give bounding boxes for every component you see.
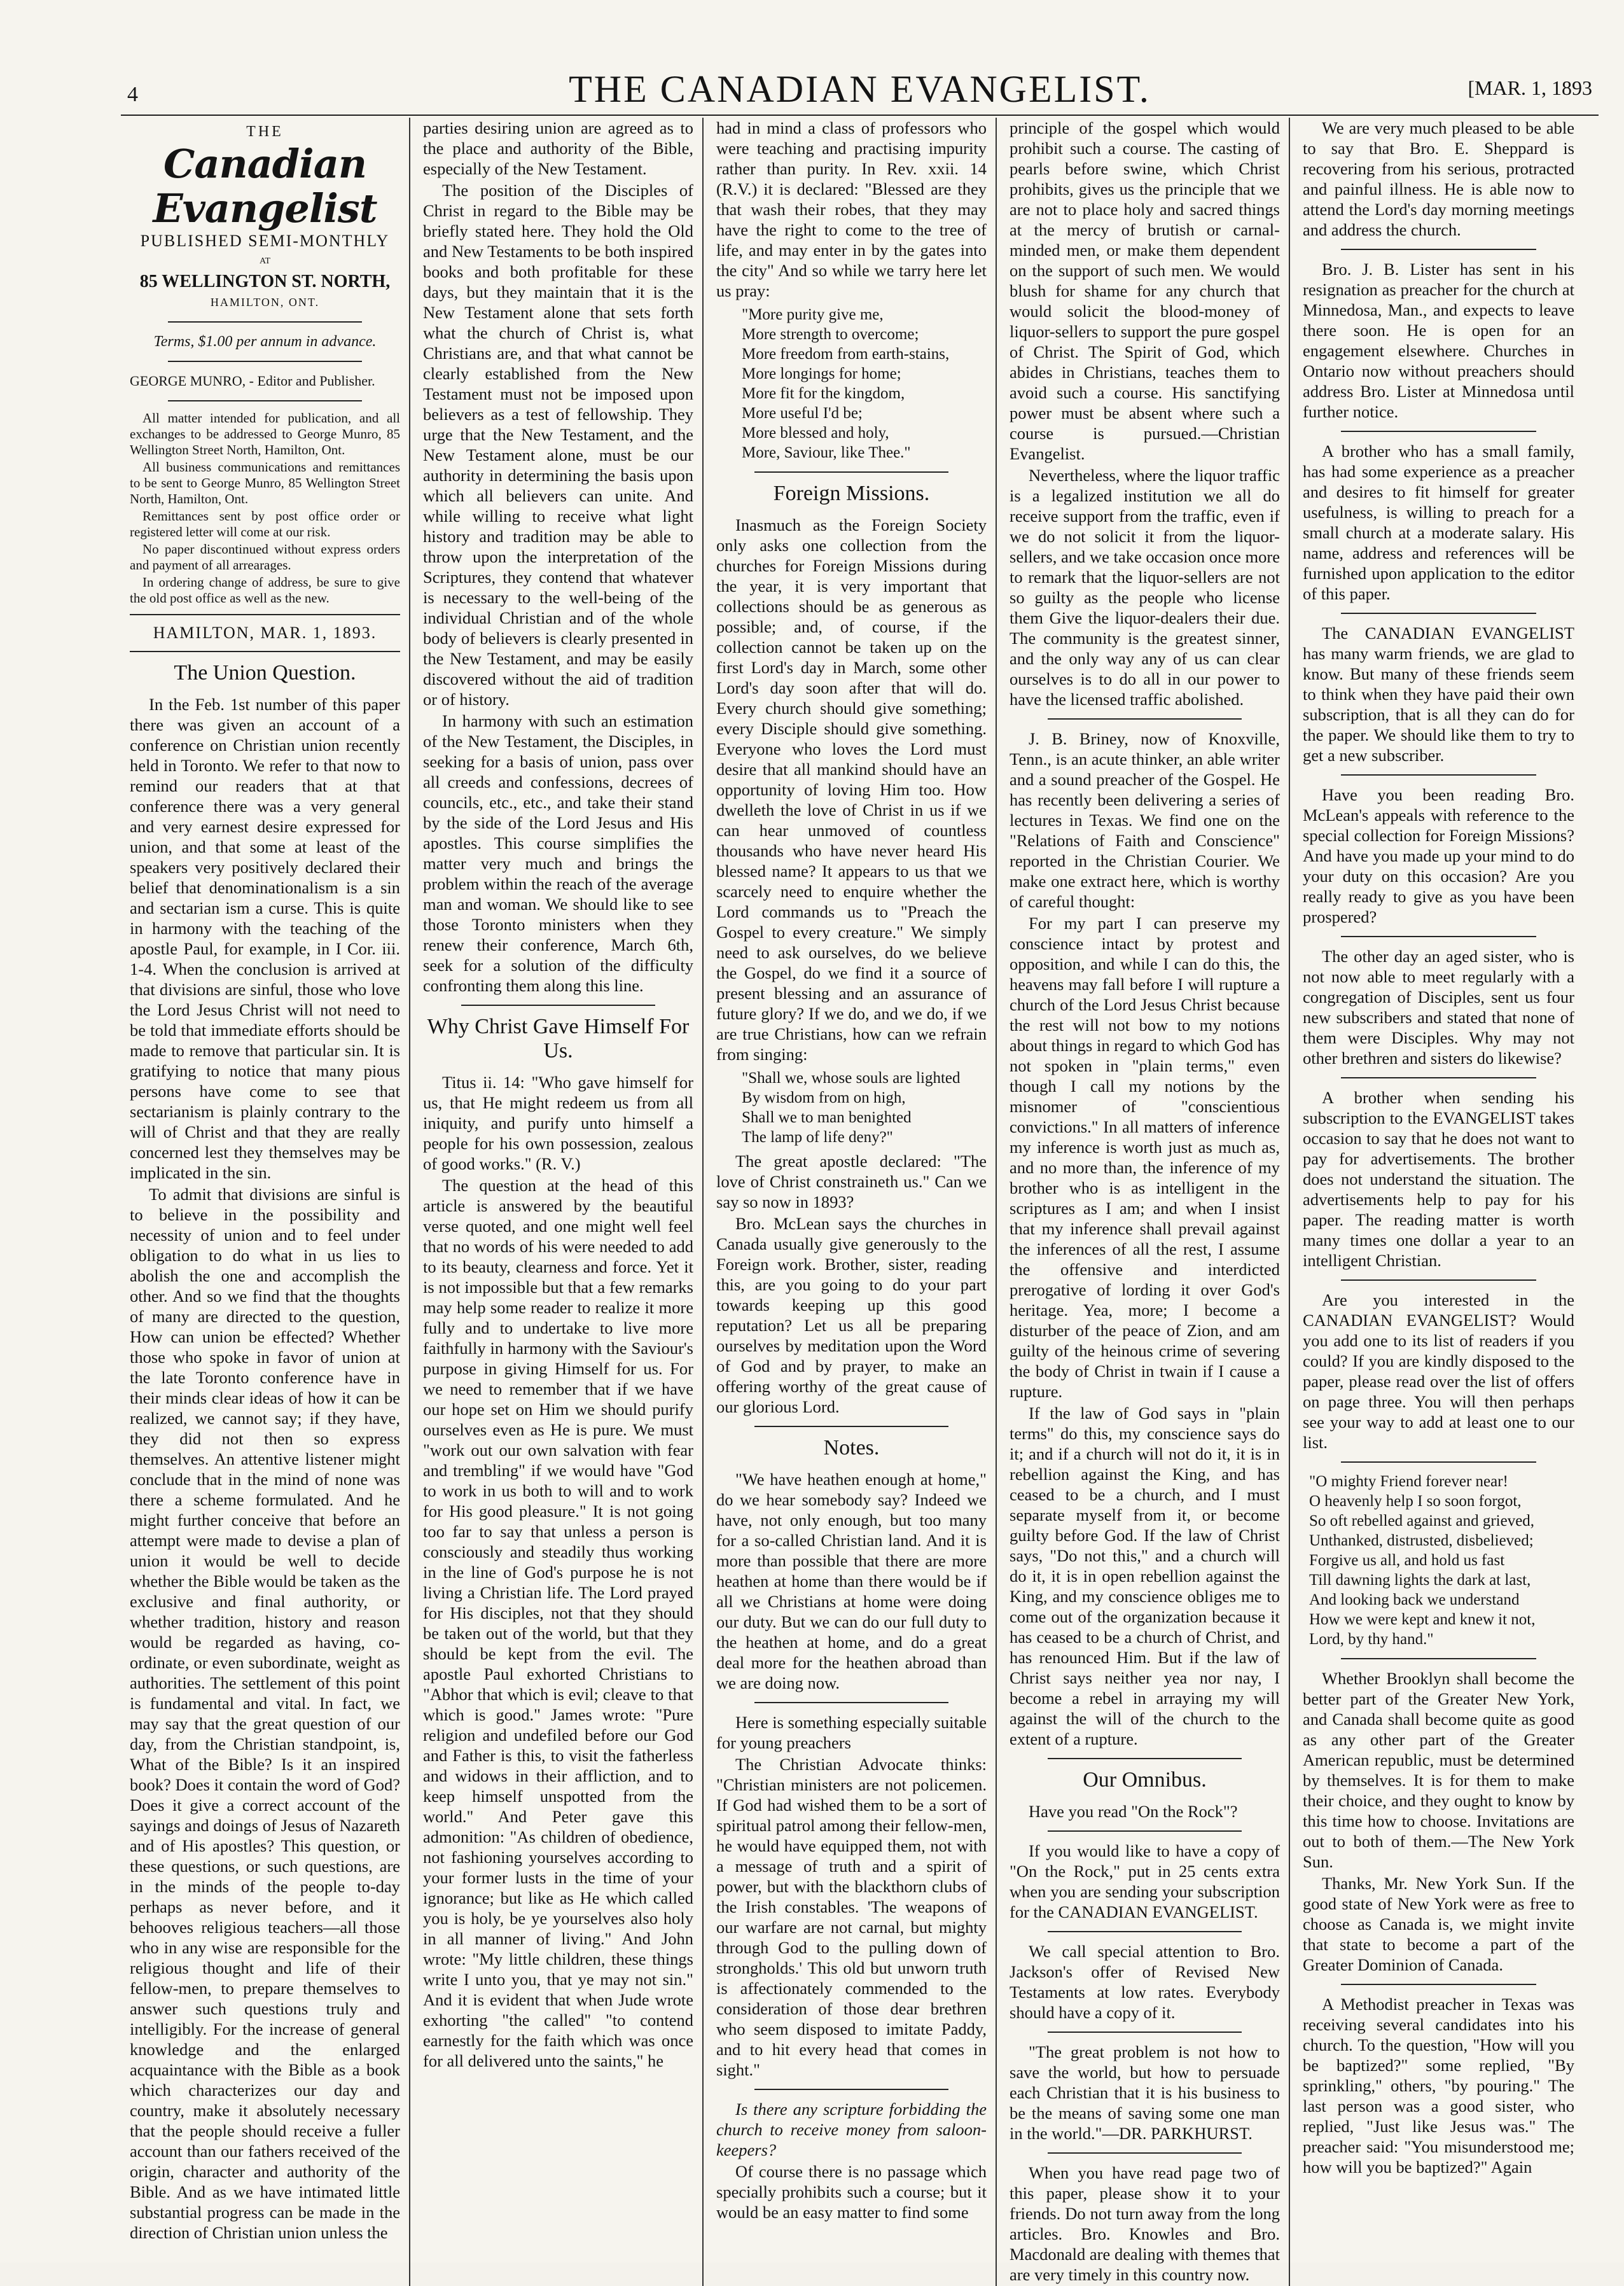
omnibus-paragraph-13: Are you interested in the CANADIAN EVANGELIST? Would you add one to its list of readers if you could? If you are kindly disposed to the paper, please read over the list of offers on page three. You will then perhaps see your way to add at least one to our list. <box>1303 1290 1574 1452</box>
omnibus-paragraph-4: "The great problem is not how to save the world, but how to persuade each Christian that it is his business to be the means of saving some one man in the world."—DR. PARKHURST. <box>1010 2042 1280 2143</box>
union-paragraph-4: The position of the Disciples of Christ in regard to the Bible may be briefly stated here. They hold the Old and New Testaments to be both inspired books and both profitable for these days, but they maintain that it is the New Testament alone that sets forth what the church of Christ is, what Christians are, and that what cannot be clearly established from the New Testament must not be imposed upon believers as a test of fellowship. They urge that the New Testament, and the New Testament alone, must be our authority in determining the basis upon which all believers can unite. And while willing to receive what light history and tradition may be able to throw upon the interpretation of the Scriptures, they contend that whatever is necessary to the well-being of the individual Christian and of the whole body of believers is clearly presented in the New Testament, and may be easily discovered without the aid of tradition or of history. <box>423 181 693 709</box>
missions-paragraph-3: Bro. McLean says the churches in Canada usually give generously to the Foreign work. Brother, sister, reading this, are you going to do your part towards keeping up this good reputation? Let us all be preparing ourselves by meditation upon the Word of God and by prayer, to make an offering worthy of the great cause of our glorious Lord. <box>716 1214 987 1416</box>
masthead <box>130 122 400 401</box>
column-3 <box>707 118 997 2286</box>
notes-paragraph-2: Here is something especially suitable for young preachers <box>716 1713 987 1752</box>
omnibus-paragraph-16: A Methodist preacher in Texas was receiving several candidates into his church. To the question, "How will you be baptized?" some replied, "By sprinkling," others, "by pouring." The last person was a good sister, who replied, "Just like Jesus was." The preacher said: "You misunderstood me; how will you be baptized?" Again <box>1303 1995 1574 2177</box>
omnibus-paragraph-10: Have you been reading Bro. McLean's appeals with reference to the special collection for Foreign Missions? And have you made up your mind to do your duty on this occasion? Are you really ready to give as you have been prospered? <box>1303 785 1574 926</box>
column-5 <box>1294 118 1583 2286</box>
omnibus-paragraph-11: The other day an aged sister, who is not now able to meet regularly with a congregation of Disciples, sent us four new subscribers and stated that none of them were Disciples. Why may not other brethren and sisters do likewise? <box>1303 947 1574 1068</box>
notice-4: No paper discontinued without express orders and payment of all arrearages. <box>130 541 400 573</box>
notes-paragraph-1: "We have heathen enough at home," do we hear somebody say? Indeed we have, not only enough, but too many for a so-called Christian land. And it is more than possible that there are more heathen at home than there would be if all we Christians at home were doing our duty. But we can do our full duty to the heathen at home, and do a great deal more for the heathen abroad than we are doing now. <box>716 1470 987 1692</box>
briney-extract-1: For my part I can preserve my conscience intact by protest and opposition, and while I can do this, the heavens may fall before I will rupture a church of the Lord Jesus Christ because the rest will not bow to my notions about things in regard to which God has not spoken in "plain terms," even though I call my notions by the misnomer of "conscientious convictions." In all matters of inference my inference is worth just as much as, and no more than, the inference of my brother who is as intelligent in the scriptures as I am; and when I insist that my inference shall prevail against the inferences of all the rest, I assume the offensive and interdicted prerogative of lording it over God's heritage. Yea, more; I become a disturber of the peace of Zion, and am guilty of the heinous crime of severing the body of Christ in twain if I cause a rupture. <box>1010 914 1280 1401</box>
omnibus-paragraph-6: We are very much pleased to be able to say that Bro. E. Sheppard is recovering from his serious, protracted and painful illness. He is able now to attend the Lord's day morning meetings and address the church. <box>1303 118 1574 239</box>
masthead-editor: GEORGE MUNRO, - Editor and Publisher. <box>130 373 375 389</box>
dateline: HAMILTON, MAR. 1, 1893. <box>153 624 377 642</box>
union-paragraph-3: parties desiring union are agreed as to the place and authority of the Bible, especially of the New Testament. <box>423 118 693 178</box>
omnibus-paragraph-5: When you have read page two of this paper, please show it to your friends. Do not turn away from the long articles. Bro. Knowles and Bro. Macdonald are dealing with themes that are very timely in this country now. <box>1010 2163 1280 2284</box>
notes-paragraph-6: Nevertheless, where the liquor traffic is a legalized institution we all do receive support from the traffic, even if we do not solicit it from the liquor-sellers, and we take occasion once more to remark that the liquor-sellers are not so guilty as the people who license them Give the liquor-dealers their due. The community is the greatest sinner, and the only way any of us can clear ourselves is to do all in our power to have the licensed traffic abolished. <box>1010 466 1280 709</box>
omnibus-paragraph-15: Thanks, Mr. New York Sun. If the good state of New York were as free to choose as Canada is, we might invite that state to become a part of the Greater Dominion of Canada. <box>1303 1874 1574 1974</box>
notes-paragraph-5: principle of the gospel which would prohibit such a course. The casting of pearls before swine, which Christ prohibits, gives us the principle that we are not to place holy and sacred things at the mercy of brutish or carnal-minded men, or make them dependent on the support of such men. We would blush for shame for any church that would solicit the blood-money of liquor-sellers to support the pure gospel of Christ. The Spirit of God, which abides in Christians, teaches them to avoid such a course. His sanctifying power must be absent where such a course is pursued.—Christian Evangelist. <box>1010 118 1280 463</box>
omnibus-paragraph-12: A brother when sending his subscription to the EVANGELIST takes occasion to say that he does not want to pay for advertisements. The brother does not understand the situation. The advertisements help to pay for his paper. The reading matter is worth many times one dollar a year to an intelligent Christian. <box>1303 1088 1574 1270</box>
column-4 <box>1001 118 1290 2286</box>
masthead-the: THE <box>246 123 284 140</box>
our-omnibus-heading: Our Omnibus. <box>1083 1768 1207 1792</box>
notice-3: Remittances sent by post office order or registered letter will come at our risk. <box>130 508 400 540</box>
omnibus-paragraph-7: Bro. J. B. Lister has sent in his resignation as preacher for the church at Minnedosa, Man., and expects to leave there soon. He is open for an engagement elsewhere. Churches in Ontario now without preachers should address Bro. Lister at Minnedosa until further notice. <box>1303 260 1574 421</box>
omnibus-paragraph-1: Have you read "On the Rock"? <box>1029 1802 1238 1821</box>
notes-question: Is there any scripture forbidding the church to receive money from saloon-keepers? <box>716 2100 987 2159</box>
missions-paragraph-2: The great apostle declared: "The love of Christ constraineth us." Can we say so now in 1893? <box>716 1152 987 1211</box>
why-christ-paragraph-2: The question at the head of this article is answered by the beautiful verse quoted, and one might well feel that no words of his were needed to add to its beauty, clearness and force. Yet it is not impossible but that a few remarks may help some reader to realize it more fully and to undertake to live more faithfully in harmony with the Saviour's purpose in giving Himself for us. For we need to remember that if we have our hope set on Him we should purify ourselves even as He is pure. We must "work out our own salvation with fear and trembling" if we would have "God to work in us both to will and to work for His good pleasure." It is not going too far to say that unless a person is consciously and steadily thus working in the line of God's purpose he is not living a Christian life. The Lord prayed for His disciples, not that they should be taken out of the world, but that they should be kept from the evil. The apostle Paul exhorted Christians to "Abhor that which is evil; cleave to that which is good." James wrote: "Pure religion and undefiled before our God and Father is this, to visit the fatherless and widows in their affliction, and to keep himself unspotted from the world." And Peter gave this admonition: "As children of obedience, not fashioning yourselves according to your former lusts in the time of your ignorance; but like as He which called you is holy, be ye yourselves also holy in all manner of living." And John wrote: "My little children, these things write I unto you, that ye may not sin." And it is evident that when Jude wrote exhorting "the called" "to contend earnestly for the faith which was once for all delivered unto the saints," he <box>423 1176 693 2070</box>
union-paragraph-2: To admit that divisions are sinful is to believe in the possibility and necessity of union and to feel under obligation to do what in us lies to abolish the one and accomplish the other. And so we find that the thoughts of many are directed to the question, How can union be effected? Whether those who spoke in favor of union at the late Toronto conference have in their minds clear ideas of how it can be realized, we cannot say; if they have, they did not then so express themselves. An attentive listener might conclude that in the mind of none was there a scheme formulated. And he might further conceive that before an attempt were made to devise a plan of union it would be well to decide whether the Bible would be taken as the exclusive and final authority, or whether tradition, history and reason would be regarded as having, co-ordinate, or even subordinate, weight as authorities. The settlement of this point is fundamental and vital. In fact, we may say that the great question of our day, from the Christian standpoint, is, What of the Bible? Is it an inspired book? Does it contain the word of God? Does it give a correct account of the sayings and doings of Jesus of Nazareth and of His apostles? This question, or these questions, or such questions, are in the minds of the people to-day perhaps as never before, and it behooves religious teachers—all those who in any wise are responsible for the religious thought and life of their fellow-men, to prepare themselves to answer such questions truly and intelligibly. For the increase of general knowledge and the enlarged acquaintance with the Bible as a book which characterizes our day and country, make it absolutely necessary that the people should receive a fuller account than our fathers received of the origin, character and authority of the Bible. And as we have intimated little substantial progress can be made in the direction of Christian union unless the <box>130 1185 400 2242</box>
union-question-heading: The Union Question. <box>174 661 356 685</box>
poem-mighty-friend: "O mighty Friend forever near! O heavenly help I so soon forgot, So oft rebelled against and grieved, Unthanked, distrusted, disbelieved; Forgive us all, and hold us fast Till dawning lights the dark at last, And looking back we understand How we were kept and knew it not, Lord, by thy hand." <box>1309 1473 1536 1648</box>
page-number: 4 <box>127 83 138 106</box>
notes-heading: Notes. <box>823 1436 880 1460</box>
masthead-terms: Terms, $1.00 per annum in advance. <box>153 333 377 350</box>
column-2 <box>414 118 704 2286</box>
hymn-verse-2: "Shall we, whose souls are lighted By wisdom from on high, Shall we to man benighted The lamp of life deny?" <box>742 1070 961 1146</box>
masthead-name: Canadian Evangelist <box>153 141 377 232</box>
notes-paragraph-4: Of course there is no passage which specially prohibits such a course; but it would be an easy matter to find some <box>716 2162 987 2222</box>
column-1 <box>121 118 410 2286</box>
omnibus-paragraph-8: A brother who has a small family, has had some experience as a preacher and desires to fit himself for greater usefulness, is willing to preach for a small church at a moderate salary. His name, address and references will be furnished upon application to the editor of this paper. <box>1303 442 1574 603</box>
notice-1: All matter intended for publication, and all exchanges to be addressed to George Munro, 85 Wellington Street North, Hamilton, Ont. <box>130 410 400 457</box>
page-header <box>121 64 1599 116</box>
union-paragraph-5: In harmony with such an estimation of the New Testament, the Disciples, in seeking for a basis of union, pass over all creeds and confessions, decrees of councils, etc., etc., and take their stand by the side of the Lord Jesus and His apostles. This course simplifies the matter very much and brings the problem within the reach of the average man and woman. We should like to see those Toronto ministers when they renew their conference, March 6th, seek for a solution of the difficulty confronting them along this line. <box>423 711 693 995</box>
notes-paragraph-3: The Christian Advocate thinks: "Christian ministers are not policemen. If God had wished them to be a sort of spiritual patrol among their fellow-men, he would have equipped them, not with a message of truth and a spirit of power, but with the blackthorn clubs of the Irish constables. 'The weapons of our warfare are not carnal, but mighty through God to the pulling down of strongholds.' This old but unworn truth is affectionately commended to the consideration of those dear brethren who seem disposed to imitate Paddy, and to hit every head that comes in sight." <box>716 1755 987 2079</box>
briney-paragraph: J. B. Briney, now of Knoxville, Tenn., is an acute thinker, an able writer and a sound preacher of the Gospel. He has recently been delivering a series of lectures in Texas. We find one on the "Relations of Faith and Conscience" reported in the Christian Courier. We make one extract here, which is worthy of careful thought: <box>1010 729 1280 911</box>
missions-paragraph-1: Inasmuch as the Foreign Society only asks one collection from the churches for Foreign Missions during the year, it is very important that collections should be as generous as possible; and, of course, if the collection cannot be taken up on the first Lord's day in March, some other Lord's day soon after that will do. Every church should give something; every Disciple should give something. Everyone who loves the Lord must desire that all mankind should have an opportunity of loving Him too. How dwelleth the love of Christ in us if we can hear unmoved of countless thousands who have never heard His blessed name? It appears to us that we scarcely need to enquire whether the Lord commands us to "Preach the Gospel to every creature." We simply need to ask ourselves, do we believe the Gospel, do we find it a source of present blessing and an assurance of future glory? If we do, and we do, if we are true Christians, how can we refrain from singing: <box>716 515 987 1064</box>
issue-date: [MAR. 1, 1893 <box>1468 76 1592 99</box>
masthead-address: 85 WELLINGTON ST. NORTH, <box>139 272 391 291</box>
notice-5: In ordering change of address, be sure to give the old post office as well as the new. <box>130 575 400 606</box>
why-christ-paragraph-1: Titus ii. 14: "Who gave himself for us, that He might redeem us from all iniquity, and purify unto himself a people for his own possession, zealous of good works." (R. V.) <box>423 1073 693 1173</box>
notice-2: All business communications and remittances to be sent to George Munro, 85 Wellington Street North, Hamilton, Ont. <box>130 459 400 506</box>
briney-extract-2: If the law of God says in "plain terms" do this, my conscience says do it; and if a church will not do it, it is in rebellion against the King, and has ceased to be a church, and I must separate myself from it, or become guilty before God. If the law of Christ says, "Do not this," and a church will do it, it is in open rebellion against the King, and my conscience obliges me to come out of the organization because it has ceased to be a church of Christ, and has renounced Him. But if the law of Christ says neither yea nor nay, I become a rebel in arraying my will against the will of the church to the extent of a rupture. <box>1010 1404 1280 1748</box>
column-grid <box>121 118 1599 2284</box>
masthead-subtitle: PUBLISHED SEMI-MONTHLY <box>140 232 390 250</box>
omnibus-paragraph-2: If you would like to have a copy of "On the Rock," put in 25 cents extra when you are sending your subscription for the CANADIAN EVANGELIST. <box>1010 1841 1280 1921</box>
omnibus-paragraph-14: Whether Brooklyn shall become the better part of the Greater New York, and Canada shall become quite as good as any other part of the Greater American republic, must be determined by themselves. It is for them to make their choice, and they ought to know by this time how to choose. Invitations are out to both of them.—The New York Sun. <box>1303 1669 1574 1871</box>
masthead-at: AT <box>259 256 271 266</box>
why-christ-heading: Why Christ Gave Himself For Us. <box>427 1015 690 1063</box>
masthead-city: HAMILTON, ONT. <box>210 296 320 309</box>
hymn-verse-1: "More purity give me, More strength to overcome; More freedom from earth-stains, More longings for home; More fit for the kingdom, More useful I'd be; More blessed and holy, More, Saviour, like Thee." <box>742 306 950 461</box>
omnibus-paragraph-3: We call special attention to Bro. Jackson's offer of Revised New Testaments at low rates. Everybody should have a copy of it. <box>1010 1942 1280 2022</box>
why-christ-paragraph-3: had in mind a class of professors who were teaching and practising impurity rather than purity. In Rev. xxii. 14 (R.V.) it is declared: "Blessed are they that wash their robes, that they may have the right to come to the tree of life, and may enter in by the gates into the city" And so while we tarry here let us pray: <box>716 118 987 300</box>
foreign-missions-heading: Foreign Missions. <box>773 482 930 505</box>
union-paragraph-1: In the Feb. 1st number of this paper there was given an account of a conference on Christian union recently held in Toronto. We refer to that now to remind our readers that at that conference there was a very general and very earnest desire expressed for union, and that some at least of the speakers very positively declared their belief that denominationalism is a sin and sectarian ism a curse. This is quite in harmony with the teaching of the apostle Paul, for example, in I Cor. iii. 1-4. When the conclusion is arrived at that divisions are sinful, those who love the Lord Jesus Christ will not need to be told that immediate efforts should be made to remove that particular sin. It is gratifying to notice that many pious persons have come to see that sectarianism is plainly contrary to the will of Christ and that they are really concerned lest they themselves may be implicated in the sin. <box>130 695 400 1182</box>
newspaper-title: THE CANADIAN EVANGELIST. <box>569 68 1151 110</box>
omnibus-paragraph-9: The CANADIAN EVANGELIST has many warm friends, we are glad to know. But many of these friends seem to think when they have paid their own subscription, that is all they can do for the paper. We should like them to try to get a new subscriber. <box>1303 624 1574 765</box>
